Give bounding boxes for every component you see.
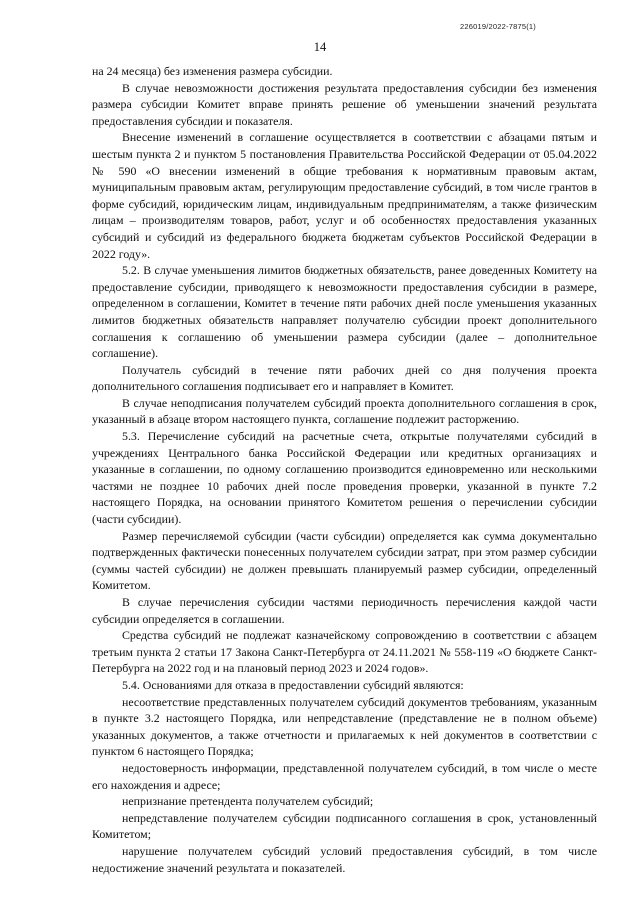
paragraph: В случае неподписания получателем субсидий проекта дополнительного соглашения в срок, указанный в абзаце втором настоящего пункта, соглашение подлежит расторжению. xyxy=(92,395,597,427)
paragraph-continuation: на 24 месяца) без изменения размера субсидии. xyxy=(92,64,333,78)
paragraph: Средства субсидий не подлежат казначейскому сопровождению в соответствии с абзацем третьим пункта 2 статьи 17 Закона Санкт-Петербурга от 24.11.2021 № 558-119 «О бюджете Санкт-Петербурга на 2022 год и на плановый период 2023 и 2024 годов». xyxy=(92,628,597,676)
paragraph: Размер перечисляемой субсидии (части субсидии) определяется как сумма документально подтвержденных фактически понесенных получателем субсидии затрат, при этом размер субсидии (суммы частей субсидии) не должен превышать планируемый размер субсидии, определенный Комитетом. xyxy=(92,528,597,593)
list-item: недостоверность информации, представленной получателем субсидий, в том числе о месте его нахождения и адресе; xyxy=(92,760,597,792)
paragraph: Внесение изменений в соглашение осуществляется в соответствии с абзацами пятым и шестым пункта 2 и пунктом 5 постановления Правительства Российской Федерации от 05.04.2022 № 590 «О внесении изменений в общие требования к нормативным правовым актам, муниципальным правовым актам, регулирующим предоставление субсидий, в том числе грантов в форме субсидий, юридическим лицам, индивидуальным предпринимателям, а также физическим лицам – производителям товаров, работ, услуг и об особенностях предоставления указанных субсидий и субсидий из федерального бюджета бюджетам субъектов Российской Федерации в 2022 году». xyxy=(92,130,597,261)
list-item: нарушение получателем субсидий условий предоставления субсидий, в том числе недостижение значений результата и показателей. xyxy=(92,843,597,875)
paragraph-clause-5-3: 5.3. Перечисление субсидий на расчетные счета, открытые получателями субсидий в учреждениях Центрального банка Российской Федерации или кредитных организациях и указанные в соглашении, по одному соглашению производится единовременно или несколькими частями не позднее 10 рабочих дней после проведения проверки, указанной в пункте 7.2 настоящего Порядка, на основании принятого Комитетом решения о перечислении субсидии (части субсидии). xyxy=(92,429,597,527)
paragraph-clause-5-4: 5.4. Основаниями для отказа в предоставлении субсидий являются: xyxy=(122,677,464,692)
list-item: непредставление получателем субсидии подписанного соглашения в срок, установленный Комитетом; xyxy=(92,810,597,842)
list-item: несоответствие представленных получателем субсидий документов требованиям, указанным в пункте 3.2 настоящего Порядка, или непредставление (представление не в полном объеме) указанных документов, а также отчетности и прилагаемых к ней документов в соответствии с пунктом 6 настоящего Порядка; xyxy=(92,694,597,759)
paragraph-clause-5-2: 5.2. В случае уменьшения лимитов бюджетных обязательств, ранее доведенных Комитету на предоставление субсидии, приводящего к невозможности предоставления субсидии в размере, определенном в соглашении, Комитет в течение пяти рабочих дней после уменьшения указанных лимитов бюджетных обязательств направляет получателю субсидии проект дополнительного соглашения к соглашению об уменьшении размера субсидии (далее – дополнительное соглашение). xyxy=(92,263,597,361)
document-body xyxy=(92,63,597,876)
paragraph: В случае невозможности достижения результата предоставления субсидии без изменения размера субсидии Комитет вправе принять решение об уменьшении значений результата предоставления субсидии и показателя. xyxy=(92,80,597,128)
document-id: 226019/2022-7875(1) xyxy=(460,22,536,31)
paragraph: Получатель субсидий в течение пяти рабочих дней со дня получения проекта дополнительного соглашения подписывает его и направляет в Комитет. xyxy=(92,362,597,394)
list-item: непризнание претендента получателем субсидий; xyxy=(122,794,374,809)
page-number: 14 xyxy=(313,40,327,54)
paragraph: В случае перечисления субсидии частями периодичность перечисления каждой части субсидии определяется в соглашении. xyxy=(92,595,597,626)
